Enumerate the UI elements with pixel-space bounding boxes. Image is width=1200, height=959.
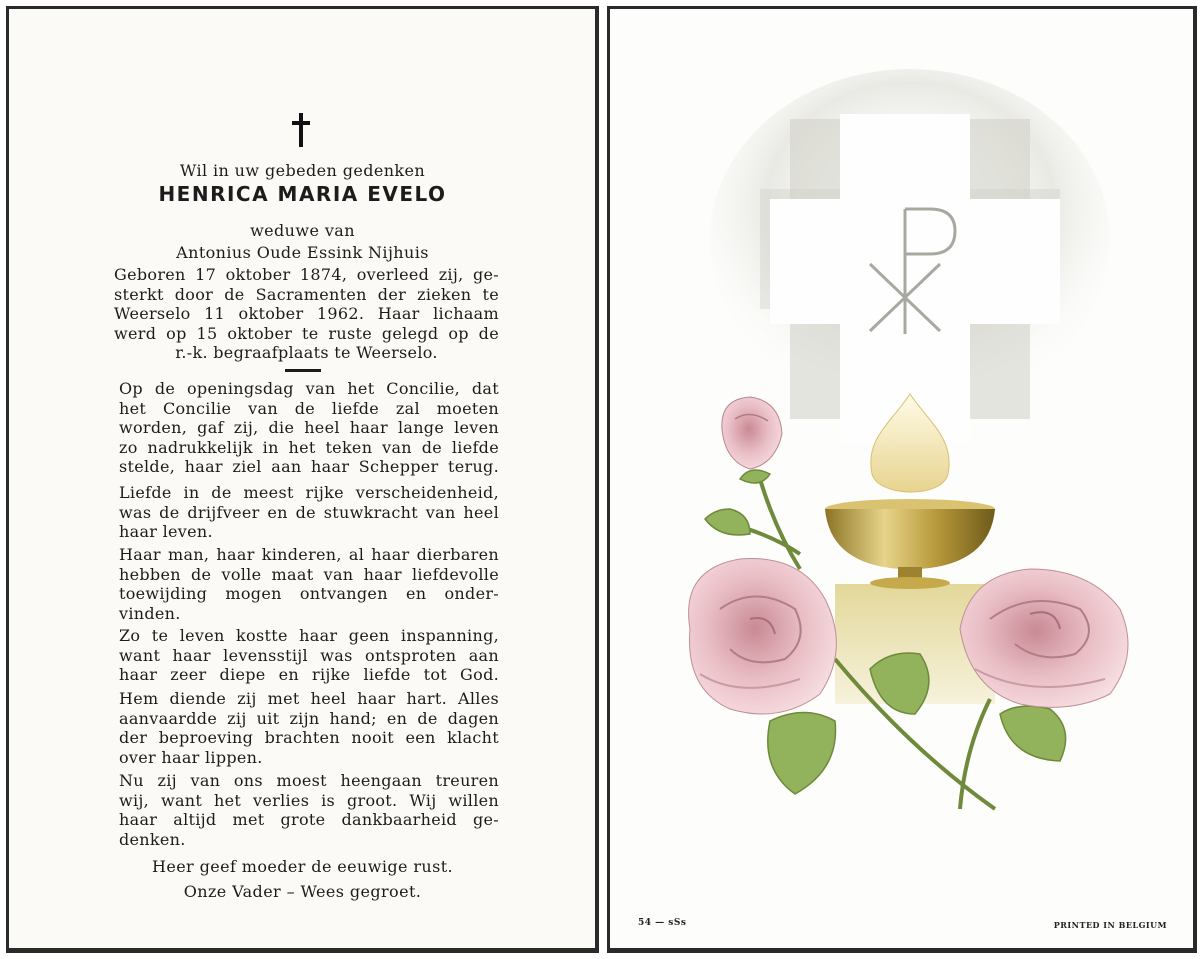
text-line: haar zeer diepe en rijke liefde tot God. [119, 665, 499, 684]
text-line: der beproeving brachten nooit een klacht [119, 728, 499, 747]
memorial-image-card [607, 6, 1197, 953]
bio-line: r.-k. begraafplaats te Weerselo. [175, 343, 438, 362]
bio-line: Geboren 17 oktober 1874, overleed zij, ge- [114, 265, 499, 284]
devotional-illustration [610, 9, 1194, 948]
text-line: Zo te leven kostte haar geen inspanning, [119, 626, 499, 645]
text-line: worden, gaf zij, die heel haar lange leven [119, 418, 499, 437]
paragraph-6 [119, 771, 499, 849]
text-line: hebben de volle maat van haar liefdevolle [119, 564, 499, 584]
text-line: het Concilie van de liefde zal moeten [119, 398, 499, 418]
deceased-name: HENRICA MARIA EVELO [158, 182, 447, 206]
text-line: Haar man, haar kinderen, al haar dierbaren [119, 545, 499, 564]
paragraph-3 [119, 545, 499, 623]
text-line: zo nadrukkelijk in het teken van de liefde [119, 437, 499, 457]
text-line: haar leven. [119, 522, 213, 541]
paragraph-2 [119, 483, 499, 542]
memorial-text-card [6, 6, 599, 953]
cross-icon [289, 113, 313, 149]
invocation-text: Wil in uw gebeden gedenken [179, 161, 426, 180]
text-line: denken. [119, 829, 186, 849]
paragraph-1 [119, 379, 499, 477]
spouse-name: Antonius Oude Essink Nijhuis [176, 243, 429, 262]
text-line: was de drijfveer en de stuwkracht van heel [119, 502, 499, 522]
bio-line: Weerselo 11 oktober 1962. Haar lichaam [114, 304, 499, 323]
text-line: toewijding mogen ontvangen en onder- [119, 584, 499, 603]
bio-line: werd op 15 oktober te ruste gelegd op de [114, 323, 499, 343]
paragraph-5 [119, 689, 499, 767]
paragraph-4 [119, 626, 499, 685]
rose-bud-icon [722, 397, 782, 469]
closing-prayers-names: Onze Vader – Wees gegroet. [183, 882, 422, 901]
text-line: want haar levensstijl was ontsproten aan [119, 645, 499, 665]
text-line: wij, want het verlies is groot. Wij willen [119, 790, 499, 810]
bio-paragraph [114, 265, 499, 363]
oil-lamp-icon [825, 499, 995, 589]
text-line: stelde, haar ziel aan haar Schepper terug. [119, 457, 499, 476]
divider [285, 369, 321, 372]
text-line: Liefde in de meest rijke verscheidenheid, [119, 483, 499, 502]
printer-mark: PRINTED IN BELGIUM [1053, 920, 1167, 930]
rose-left-icon [689, 559, 837, 715]
text-line: Nu zij van ons moest heengaan treuren [119, 771, 499, 790]
text-line: haar altijd met grote dankbaarheid ge- [119, 810, 499, 829]
text-line: over haar lippen. [119, 747, 263, 767]
closing-prayer: Heer geef moeder de eeuwige rust. [151, 857, 454, 876]
text-line: Op de openingsdag van het Concilie, dat [119, 379, 499, 398]
text-line: vinden. [119, 603, 181, 623]
bio-line: sterkt door de Sacramenten der zieken te [114, 284, 499, 304]
relation-text: weduwe van [250, 221, 355, 240]
text-line: aanvaardde zij uit zijn hand; en de dagen [119, 708, 499, 728]
text-line: Hem diende zij met heel haar hart. Alles [119, 689, 499, 708]
print-code: 54 — sSs [638, 918, 687, 928]
